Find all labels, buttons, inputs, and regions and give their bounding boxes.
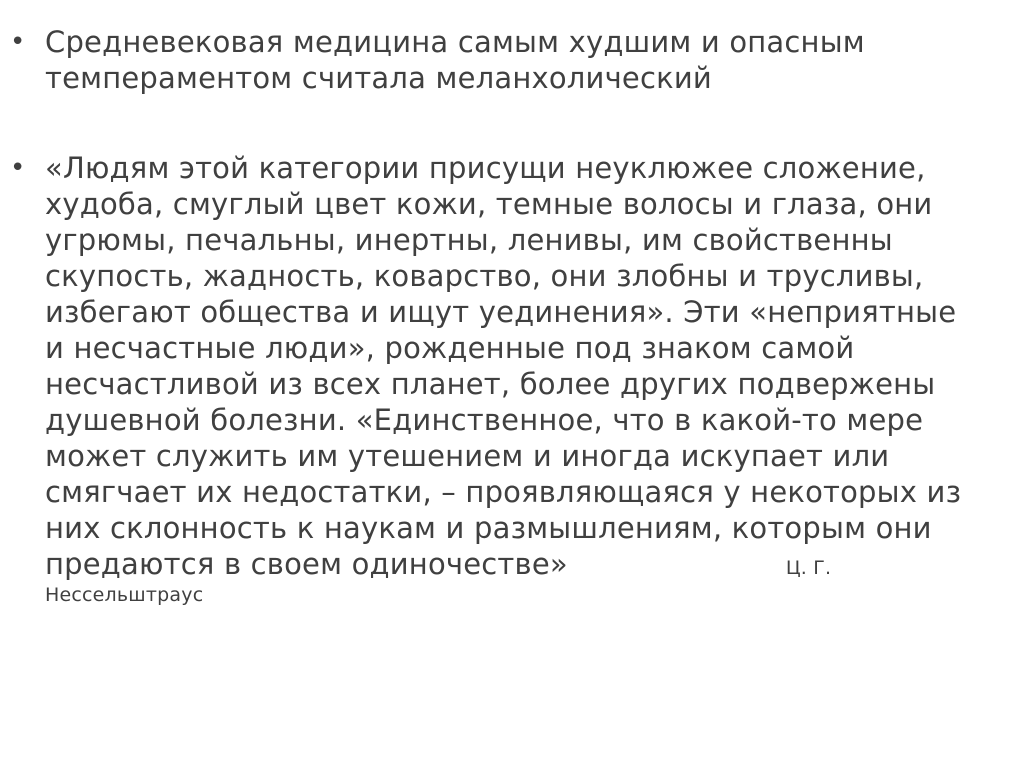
text-line: избегают общества и ищут уединения». Эти «неприятные: [45, 295, 957, 329]
author-initials: Ц. Г.: [785, 557, 832, 579]
quote-text: [45, 150, 1010, 606]
text-line: угрюмы, печальны, инертны, ленивы, им свойственны: [45, 223, 893, 257]
text-line: них склонность к наукам и размышлениям, которым они: [45, 511, 932, 545]
bullet-item-medicine: [10, 24, 1010, 96]
text-line: несчастливой из всех планет, более других подвержены: [45, 367, 936, 401]
text-line: скупость, жадность, коварство, они злобны и трусливы,: [45, 259, 924, 293]
text-line: Средневековая медицина самым худшим и опасным: [45, 25, 865, 59]
bullet-text: [45, 24, 1010, 96]
text-line: «Людям этой категории присущи неуклюжее сложение,: [45, 151, 926, 185]
text-line: может служить им утешением и иногда искупает или: [45, 439, 890, 473]
text-line: душевной болезни. «Единственное, что в какой-то мере: [45, 403, 924, 437]
bullet-list: [10, 24, 1010, 606]
bullet-item-quote: [10, 150, 1010, 606]
text-line-content: предаются в своем одиночестве»: [45, 547, 568, 581]
bullet-dot-icon: •: [10, 153, 26, 183]
text-line: смягчает их недостатки, – проявляющаяся у некоторых из: [45, 475, 962, 509]
text-line-last: [45, 546, 1010, 586]
text-line: худоба, смуглый цвет кожи, темные волосы и глаза, они: [45, 187, 933, 221]
text-line: темпераментом считала меланхолический: [45, 61, 712, 95]
author-name: Нессельштраус: [45, 584, 204, 606]
bullet-dot-icon: •: [10, 27, 26, 57]
text-line: и несчастные люди», рожденные под знаком самой: [45, 331, 855, 365]
